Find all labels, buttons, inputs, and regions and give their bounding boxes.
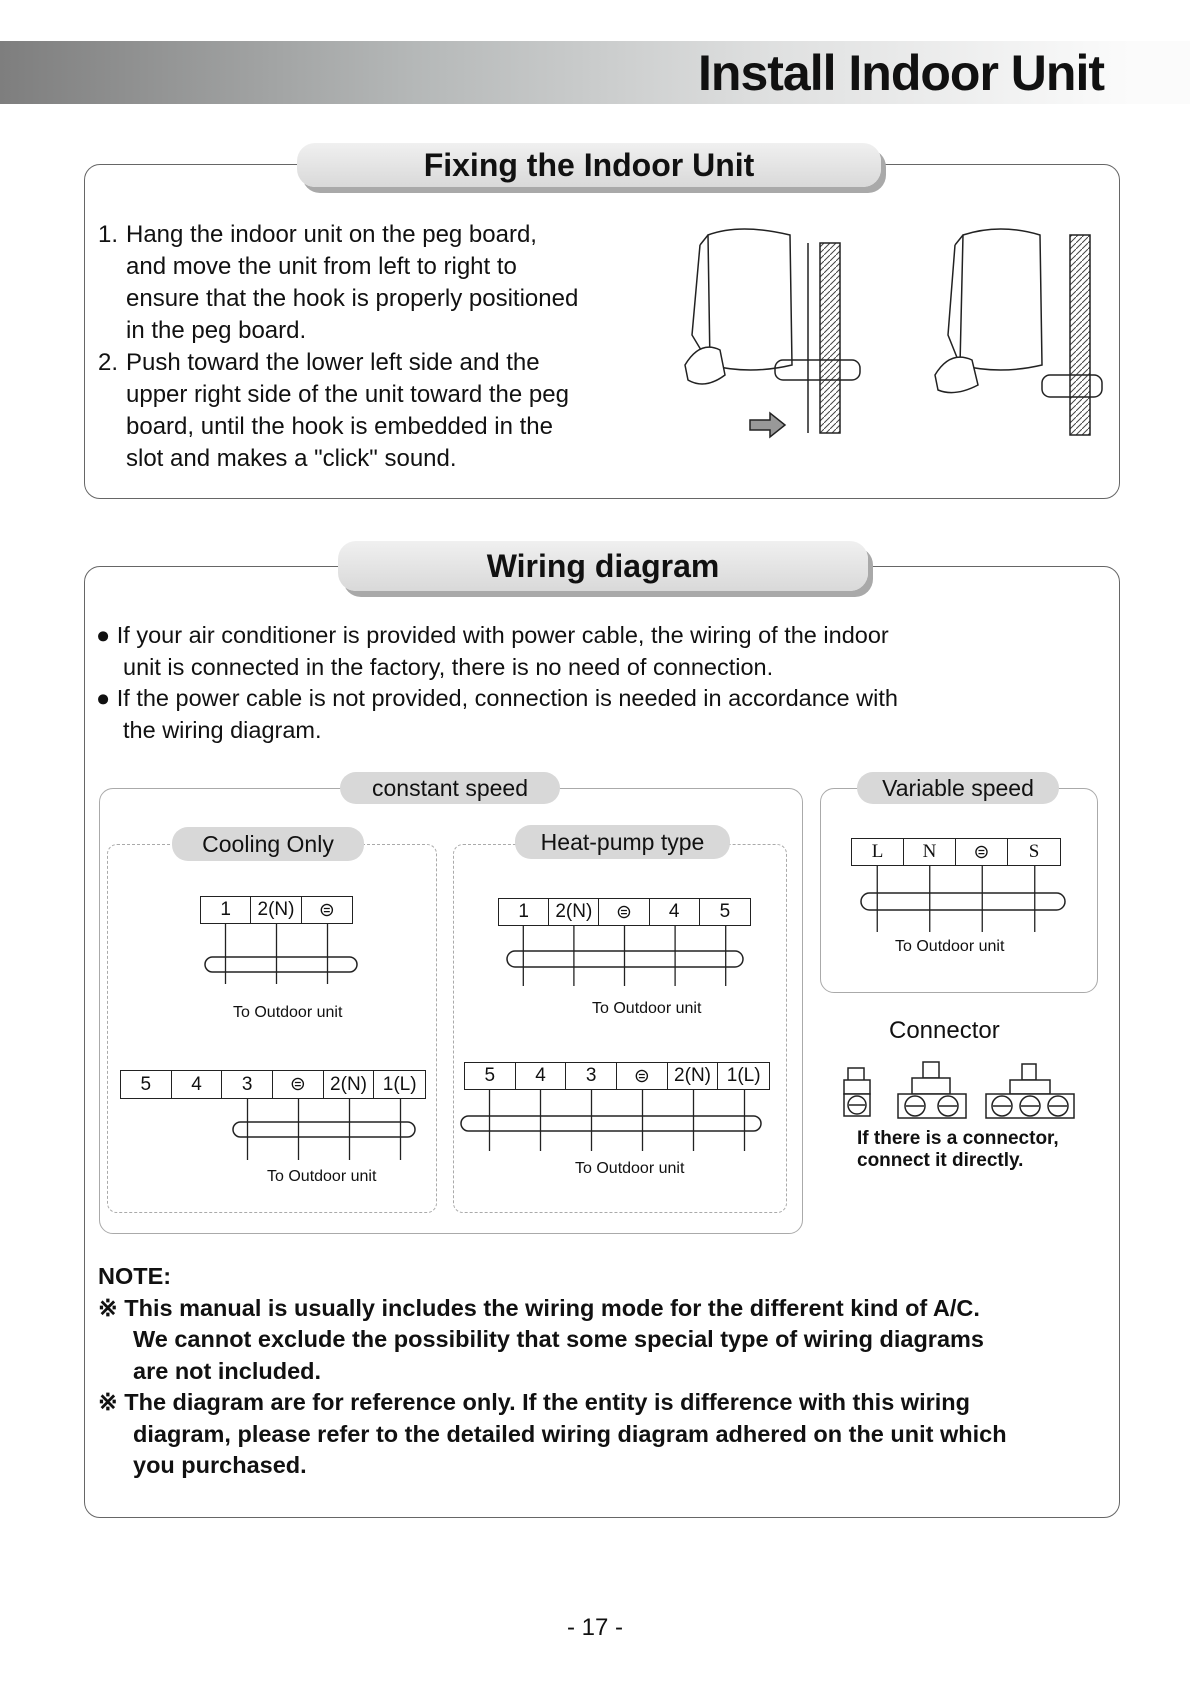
terminal-cell: 1(L) <box>382 1073 417 1095</box>
wiring-bullets <box>96 620 1096 746</box>
section-title-wiring: Wiring diagram <box>338 541 868 591</box>
to-outdoor-unit-label: To Outdoor unit <box>895 938 1005 955</box>
terminal-cell: 3 <box>566 1063 617 1089</box>
terminal-cell: 2(N) <box>324 1071 375 1098</box>
terminal-cell: 4 <box>650 899 700 925</box>
step-text: board, until the hook is embedded in the <box>126 413 553 440</box>
terminal-block-heat-bottom <box>464 1062 770 1090</box>
terminal-cell: 3 <box>222 1071 273 1098</box>
unit-sketch-left <box>685 229 860 437</box>
step-text: Push toward the lower left side and the <box>126 349 540 376</box>
ground-terminal-icon: ⊜ <box>956 839 1008 865</box>
cooling-only-label: Cooling Only <box>172 827 364 861</box>
section-title-fixing: Fixing the Indoor Unit <box>297 143 881 187</box>
to-outdoor-unit-label: To Outdoor unit <box>592 1000 702 1017</box>
connector-1pin-icon <box>844 1068 870 1116</box>
bullet-text: If your air conditioner is provided with power cable, the wiring of the indoor <box>116 622 889 648</box>
variable-speed-panel <box>820 788 1098 993</box>
ground-terminal-icon: ⊜ <box>617 1063 668 1089</box>
step-2 <box>98 347 658 475</box>
note-text: diagram, please refer to the detailed wiring diagram adhered on the unit which <box>133 1420 1007 1447</box>
terminal-cell: 2(N) <box>668 1063 719 1089</box>
connector-3pin-icon <box>986 1064 1074 1118</box>
connector-note-line: If there is a connector, <box>857 1128 1059 1149</box>
heat-pump-label: Heat-pump type <box>515 825 730 859</box>
step-text: Hang the indoor unit on the peg board, <box>126 221 537 248</box>
bullet-item <box>96 683 1096 715</box>
connector-note-line: connect it directly. <box>857 1150 1024 1171</box>
to-outdoor-unit-label: To Outdoor unit <box>575 1160 685 1177</box>
bullet-text: unit is connected in the factory, there is no need of connection. <box>123 653 774 680</box>
constant-speed-label: constant speed <box>340 772 560 804</box>
reference-mark-icon: ※ <box>98 1294 118 1321</box>
bullet-icon: ● <box>96 622 111 648</box>
terminal-cell: 1(L) <box>726 1065 761 1086</box>
page-number: - 17 - <box>566 1614 623 1641</box>
terminal-cell: 5 <box>719 901 731 922</box>
bullet-text: If the power cable is not provided, connection is needed in accordance with <box>116 685 898 711</box>
connector-2pin-icon <box>898 1062 966 1118</box>
step-text: upper right side of the unit toward the peg <box>126 381 569 408</box>
bullet-icon: ● <box>96 685 111 711</box>
terminal-block-heat-top <box>498 898 751 926</box>
terminal-cell: 4 <box>172 1071 223 1098</box>
step-number: 2. <box>98 349 119 376</box>
terminal-cell: 5 <box>465 1063 516 1089</box>
note-text: you purchased. <box>133 1452 307 1478</box>
note-block <box>98 1261 1108 1482</box>
ground-terminal-icon: ⊜ <box>318 899 335 921</box>
terminal-cell: N <box>904 839 956 865</box>
ground-terminal-icon: ⊜ <box>599 899 649 925</box>
step-text: ensure that the hook is properly positioned <box>126 285 579 312</box>
connector-note <box>857 1128 1059 1172</box>
step-1 <box>98 219 658 347</box>
connector-title: Connector <box>889 1017 1000 1044</box>
reference-mark-icon: ※ <box>98 1389 118 1415</box>
to-outdoor-unit-label: To Outdoor unit <box>233 1004 343 1021</box>
terminal-cell: L <box>852 839 904 865</box>
terminal-block-cooling-bottom <box>120 1070 426 1099</box>
ground-terminal-icon: ⊜ <box>273 1071 324 1098</box>
note-text: The diagram are for reference only. If the entity is difference with this wiring <box>124 1389 970 1415</box>
terminal-cell: 4 <box>516 1063 567 1089</box>
note-heading: NOTE: <box>98 1263 172 1289</box>
terminal-cell: 5 <box>121 1071 172 1098</box>
page-title: Install Indoor Unit <box>698 45 1104 101</box>
step-number: 1. <box>98 221 119 248</box>
step-text: in the peg board. <box>126 317 307 344</box>
terminal-block-cooling-top <box>200 896 353 924</box>
indoor-unit-illustration <box>680 225 1110 445</box>
fixing-steps <box>98 219 658 475</box>
note-text: We cannot exclude the possibility that some special type of wiring diagrams <box>133 1326 984 1352</box>
note-text: This manual is usually includes the wiring mode for the different kind of A/C. <box>124 1294 980 1321</box>
note-item <box>98 1293 1108 1325</box>
to-outdoor-unit-label: To Outdoor unit <box>267 1168 377 1185</box>
step-text: slot and makes a "click" sound. <box>126 445 457 472</box>
note-text: are not included. <box>133 1357 322 1384</box>
unit-sketch-right <box>935 229 1102 435</box>
bullet-text: the wiring diagram. <box>123 716 322 743</box>
terminal-cell: 1 <box>201 897 251 923</box>
terminal-cell: 1 <box>499 899 549 925</box>
connector-icons <box>840 1060 1080 1120</box>
terminal-cell: 2(N) <box>251 897 301 923</box>
variable-speed-label: Variable speed <box>857 772 1059 804</box>
note-item <box>98 1387 1108 1419</box>
step-text: and move the unit from left to right to <box>126 253 517 280</box>
terminal-block-variable <box>851 838 1061 866</box>
terminal-cell: S <box>1028 841 1040 862</box>
terminal-cell: 2(N) <box>549 899 599 925</box>
bullet-item <box>96 620 1096 652</box>
